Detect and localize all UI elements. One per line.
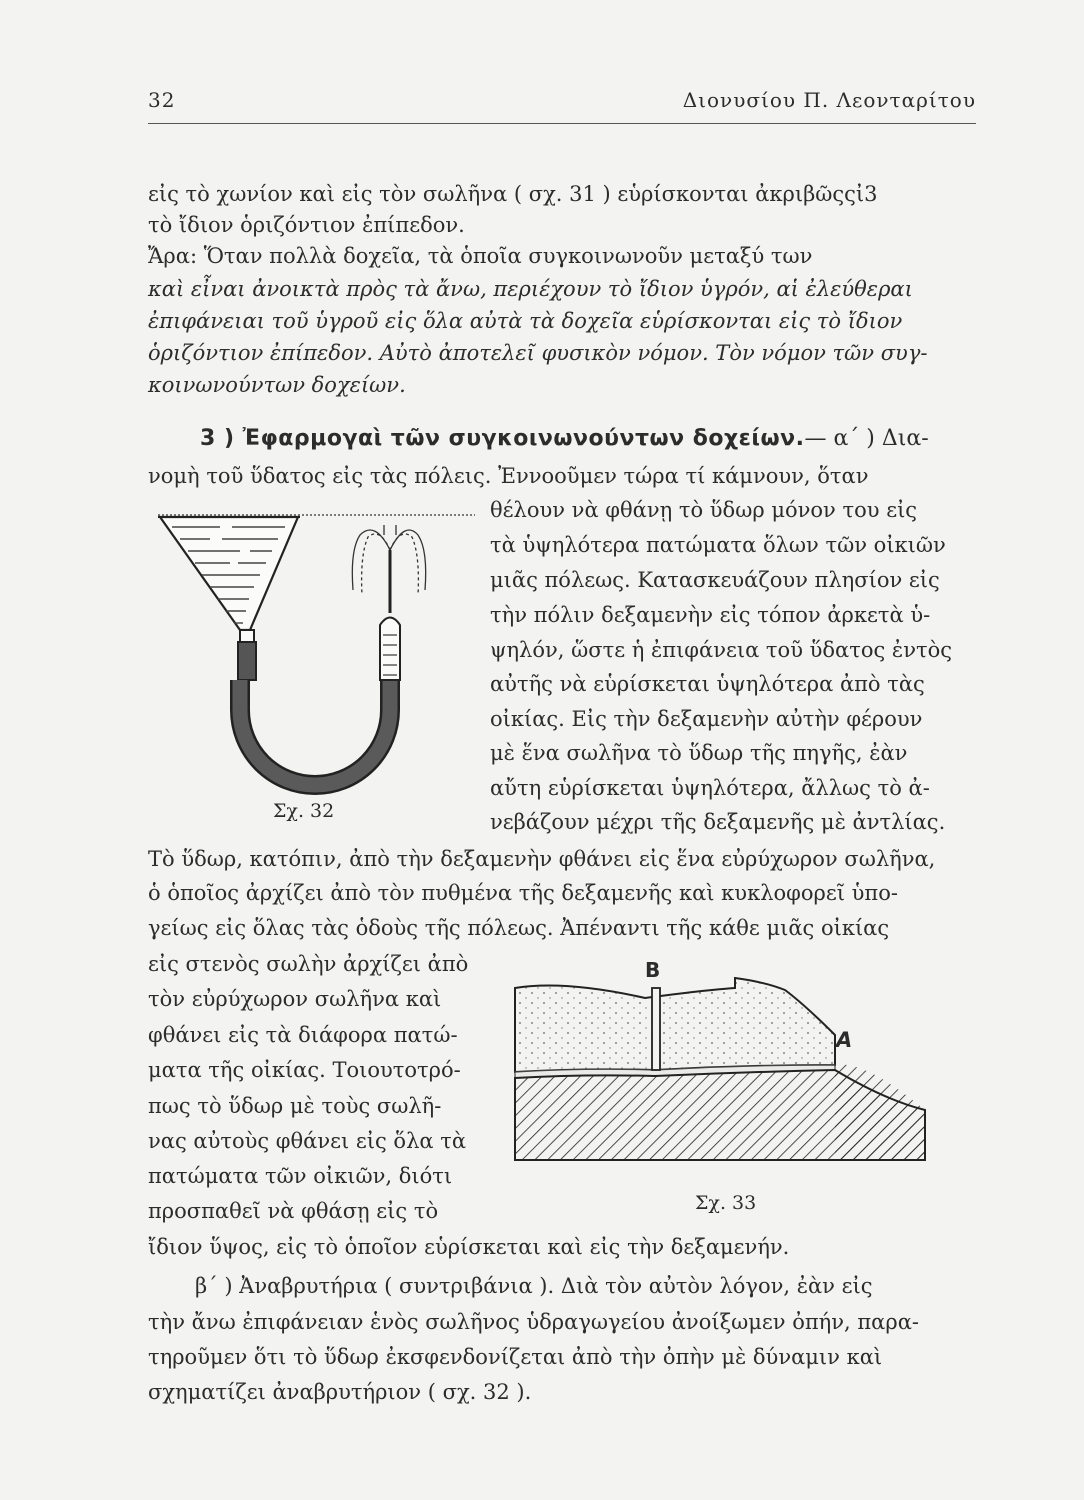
- figure-32-caption: Σχ. 32: [273, 800, 335, 822]
- law-line: ἐπιφάνειαι τοῦ ὑγροῦ εἰς ὅλα αὐτὰ τὰ δοχεῖα εὑρίσκονται εἰς τὸ ἴδιον: [148, 309, 903, 333]
- wrap-line: πως τὸ ὕδωρ μὲ τοὺς σωλῆ-: [148, 1094, 442, 1118]
- wrap-line: νας αὐτοὺς φθάνει εἰς ὅλα τὰ: [148, 1129, 467, 1153]
- running-head: Διονυσίου Π. Λεονταρίτου: [682, 88, 976, 112]
- text-line: Τὸ ὕδωρ, κατόπιν, ἀπὸ τὴν δεξαμενὴν φθάνει εἰς ἕνα εὐρύχωρον σωλῆνα,: [148, 847, 936, 871]
- text-line: σχηματίζει ἀναβρυτήριον ( σχ. 32 ).: [148, 1380, 532, 1404]
- text-line: γείως εἰς ὅλας τὰς ὁδοὺς τῆς πόλεως. Ἀπέναντι τῆς κάθε μιᾶς οἰκίας: [148, 916, 890, 940]
- page-number: 32: [148, 88, 176, 112]
- wrap-line: νεβάζουν μέχρι τῆς δεξαμενῆς μὲ ἀντλίας.: [490, 810, 946, 834]
- wrap-line: τὸν εὐρύχωρον σωλῆνα καὶ: [148, 987, 442, 1011]
- text-line: τὸ ἴδιον ὁριζόντιον ἐπίπεδον.: [148, 213, 465, 237]
- figure-33-caption: Σχ. 33: [695, 1192, 757, 1214]
- section-heading: [200, 426, 929, 451]
- figure-33-label-b: Β: [645, 958, 661, 982]
- wrap-line: οἰκίας. Εἰς τὴν δεξαμενὴν αὐτὴν φέρουν: [490, 707, 923, 731]
- wrap-line: ψηλόν, ὥστε ἡ ἐπιφάνεια τοῦ ὕδατος ἐντὸς: [490, 638, 952, 662]
- text-line: β΄ ) Ἀναβρυτήρια ( συντριβάνια ). Διὰ τὸν αὐτὸν λόγον, ἐὰν εἰς: [195, 1274, 873, 1298]
- text-line: εἰς τὸ χωνίον καὶ εἰς τὸν σωλῆνα ( σχ. 31 ) εὑρίσκονται ἀκριβῶςςἰ3: [148, 182, 878, 206]
- figure-33-terrain-well: [505, 960, 975, 1190]
- law-line: καὶ εἶναι ἀνοικτὰ πρὸς τὰ ἄνω, περιέχουν τὸ ἴδιον ὑγρόν, αἱ ἐλεύθεραι: [148, 277, 913, 301]
- wrap-line: μὲ ἕνα σωλῆνα τὸ ὕδωρ τῆς πηγῆς, ἐὰν: [490, 741, 908, 765]
- wrap-line: μιᾶς πόλεως. Κατασκευάζουν πλησίον εἰς: [490, 568, 940, 592]
- wrap-line: αὐτῆς νὰ εὑρίσκεται ὑψηλότερα ἀπὸ τὰς: [490, 672, 925, 696]
- text-line: τηροῦμεν ὅτι τὸ ὕδωρ ἐκσφενδονίζεται ἀπὸ τὴν ὀπὴν μὲ δύναμιν καὶ: [148, 1345, 883, 1369]
- law-line: κοινωνούντων δοχείων.: [148, 373, 406, 397]
- text-line: τὴν ἄνω ἐπιφάνειαν ἑνὸς σωλῆνος ὑδραγωγείου ἀνοίξωμεν ὀπήν, παρα-: [148, 1310, 919, 1334]
- wrap-line: εἰς στενὸς σωλὴν ἀρχίζει ἀπὸ: [148, 952, 469, 976]
- text-line: ὁ ὁποῖος ἀρχίζει ἀπὸ τὸν πυθμένα τῆς δεξαμενῆς καὶ κυκλοφορεῖ ὑπο-: [148, 881, 898, 905]
- header-rule: [148, 123, 976, 124]
- figure-32-funnel-fountain: [150, 495, 480, 795]
- section-heading-rest: — α΄ ) Δια-: [804, 426, 929, 451]
- wrap-line: πατώματα τῶν οἰκιῶν, διότι: [148, 1164, 453, 1188]
- wrap-line: τὰ ὑψηλότερα πατώματα ὅλων τῶν οἰκιῶν: [490, 533, 946, 557]
- text-line: νομὴ τοῦ ὕδατος εἰς τὰς πόλεις. Ἐννοοῦμεν τώρα τί κάμνουν, ὅταν: [148, 464, 869, 488]
- wrap-line: αὔτη εὑρίσκεται ὑψηλότερα, ἄλλως τὸ ἀ-: [490, 776, 930, 800]
- law-line: Ἄρα: Ὅταν πολλὰ δοχεῖα, τὰ ὁποῖα συγκοινωνοῦν μεταξύ των: [148, 244, 813, 268]
- law-line: ὁριζόντιον ἐπίπεδον. Αὐτὸ ἀποτελεῖ φυσικὸν νόμον. Τὸν νόμον τῶν συγ-: [148, 341, 928, 365]
- wrap-line: φθάνει εἰς τὰ διάφορα πατώ-: [148, 1023, 458, 1047]
- wrap-line: τὴν πόλιν δεξαμενὴν εἰς τόπον ἀρκετὰ ὑ-: [490, 603, 931, 627]
- figure-33-label-a: A: [836, 1028, 853, 1052]
- wrap-line: θέλουν νὰ φθάνῃ τὸ ὕδωρ μόνον του εἰς: [490, 498, 918, 522]
- wrap-line: ματα τῆς οἰκίας. Τοιουτοτρό-: [148, 1058, 461, 1082]
- section-heading-bold: 3 ) Ἐφαρμογαὶ τῶν συγκοινωνούντων δοχείων.: [200, 426, 805, 451]
- wrap-line: προσπαθεῖ νὰ φθάσῃ εἰς τὸ: [148, 1199, 439, 1223]
- text-line: ἴδιον ὕψος, εἰς τὸ ὁποῖον εὑρίσκεται καὶ εἰς τὴν δεξαμενήν.: [148, 1235, 790, 1259]
